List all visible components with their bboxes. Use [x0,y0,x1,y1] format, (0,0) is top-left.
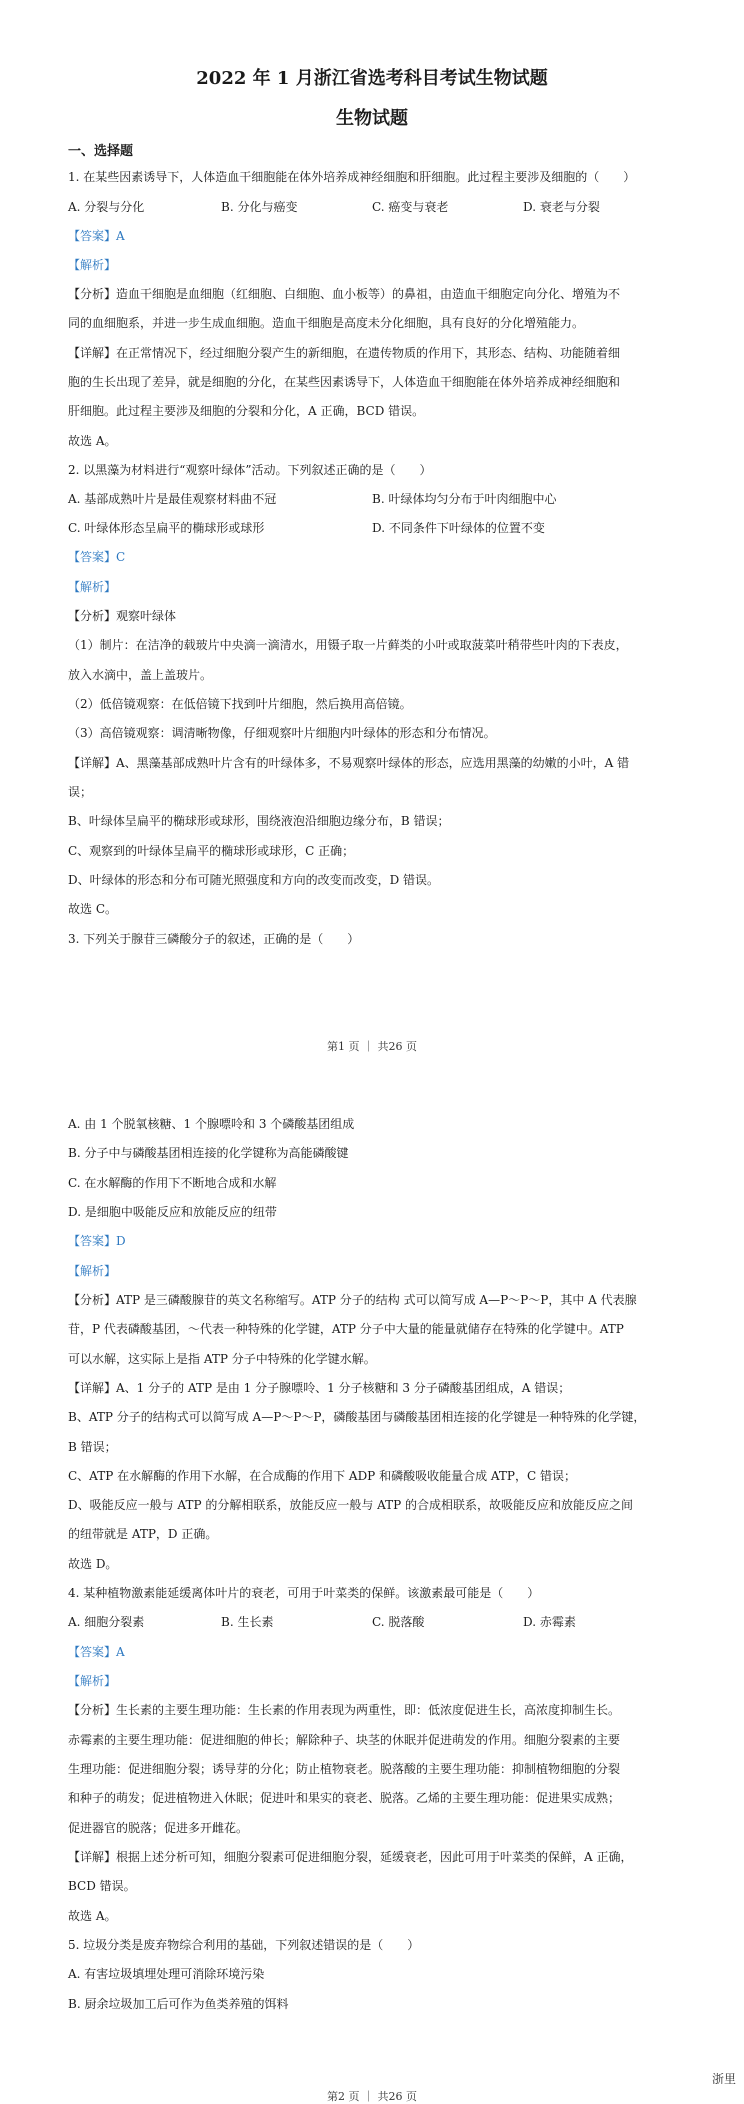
q2-step-line: （1）制片：在洁净的载玻片中央滴一滴清水，用镊子取一片藓类的小叶或取菠菜叶稍带些叶肉的下表皮， [68,638,628,652]
q2-xiangjie-line: C、观察到的叶绿体呈扁平的椭球形或球形，C 正确； [68,844,355,858]
q3-choose: 故选 D。 [68,1557,118,1571]
q2-choose: 故选 C。 [68,902,117,916]
q3-xiangjie-line: 【详解】A、1 分子的 ATP 是由 1 分子腺嘌呤、1 分子核糖和 3 分子磷酸基团组成，A 错误； [68,1381,571,1395]
q3-analysis-label: 【解析】 [68,1264,117,1278]
q3-xiangjie-line: B、ATP 分子的结构式可以简写成 A—P～P～P，磷酸基团与磷酸基团相连接的化学键是一种特殊的化学键， [68,1410,646,1424]
q3-option-c: C. 在水解酶的作用下不断地合成和水解 [68,1176,277,1190]
q4-fenxi-line: 赤霉素的主要生理功能：促进细胞的伸长；解除种子、块茎的休眠并促进萌发的作用。细胞分裂素的主要 [68,1733,621,1747]
q1-xiangjie-line: 【详解】在正常情况下，经过细胞分裂产生的新细胞，在遗传物质的作用下，其形态、结构、功能随着细 [68,346,621,360]
q3-xiangjie-line: B 错误； [68,1440,117,1454]
page-subtitle: 生物试题 [336,108,408,129]
q4-analysis-label: 【解析】 [68,1674,117,1688]
q3-answer: 【答案】D [68,1234,126,1248]
q3-fenxi-line: 苷，P 代表磷酸基团，～代表一种特殊的化学键，ATP 分子中大量的能量就储存在特殊的化学键中。ATP [68,1322,624,1336]
q2-fenxi: 【分析】观察叶绿体 [68,609,177,623]
q2-xiangjie-line: 【详解】A、黑藻基部成熟叶片含有的叶绿体多，不易观察叶绿体的形态，应选用黑藻的幼嫩的小叶，A 错 [68,756,630,770]
q3-xiangjie-line: D、吸能反应一般与 ATP 的分解相联系，放能反应一般与 ATP 的合成相联系，故吸能反应和放能反应之间 [68,1498,634,1512]
q4-fenxi-line: 和种子的萌发；促进植物进入休眠；促进叶和果实的衰老、脱落。乙烯的主要生理功能：促进果实成熟； [68,1791,621,1805]
section-heading: 一、选择题 [68,144,134,159]
q3-fenxi-line: 可以水解，这实际上是指 ATP 分子中特殊的化学键水解。 [68,1352,376,1366]
q4-fenxi-line: 促进器官的脱落；促进多开雌花。 [68,1821,249,1835]
page-title: 2022 年 1 月浙江省选考科目考试生物试题 [196,68,548,89]
q2-step-line: （2）低倍镜观察：在低倍镜下找到叶片细胞，然后换用高倍镜。 [68,697,412,711]
question-3-stem: 3. 下列关于腺苷三磷酸分子的叙述，正确的是（ ） [68,932,360,946]
q5-option-b: B. 厨余垃圾加工后可作为鱼类养殖的饵料 [68,1997,289,2011]
q4-option-d: D. 赤霉素 [523,1615,576,1629]
q1-option-c: C. 癌变与衰老 [372,200,449,214]
q5-option-a: A. 有害垃圾填埋处理可消除环境污染 [68,1967,265,1981]
q2-step-line: 放入水滴中，盖上盖玻片。 [68,668,213,682]
q2-xiangjie-line: D、叶绿体的形态和分布可随光照强度和方向的改变而改变，D 错误。 [68,873,440,887]
q2-option-b: B. 叶绿体均匀分布于叶肉细胞中心 [372,492,557,506]
q4-fenxi-line: 生理功能：促进细胞分裂；诱导芽的分化；防止植物衰老。脱落酸的主要生理功能：抑制植物细胞的分裂 [68,1762,621,1776]
corner-watermark-text: 浙里 [711,2072,736,2086]
q1-option-b: B. 分化与癌变 [221,200,298,214]
q2-option-d: D. 不同条件下叶绿体的位置不变 [372,521,545,535]
q1-xiangjie-line: 肝细胞。此过程主要涉及细胞的分裂和分化，A 正确，BCD 错误。 [68,404,425,418]
q4-option-a: A. 细胞分裂素 [68,1615,145,1629]
q3-fenxi-line: 【分析】ATP 是三磷酸腺苷的英文名称缩写。ATP 分子的结构 式可以简写成 A—P～P～P，其中 A 代表腺 [68,1293,637,1307]
q1-fenxi-line: 【分析】造血干细胞是血细胞（红细胞、白细胞、血小板等）的鼻祖，由造血干细胞定向分化、增殖为不 [68,287,621,301]
q3-xiangjie-line: 的纽带就是 ATP，D 正确。 [68,1527,218,1541]
q1-option-a: A. 分裂与分化 [68,200,145,214]
question-2-stem: 2. 以黑藻为材料进行“观察叶绿体”活动。下列叙述正确的是（ ） [68,463,432,477]
q1-analysis-label: 【解析】 [68,258,117,272]
q3-option-a: A. 由 1 个脱氧核糖、1 个腺嘌呤和 3 个磷酸基团组成 [68,1117,355,1131]
q4-option-b: B. 生长素 [221,1615,274,1629]
q1-xiangjie-line: 胞的生长出现了差异，就是细胞的分化，在某些因素诱导下，人体造血干细胞能在体外培养成神经细胞和 [68,375,621,389]
q4-xiangjie-line: BCD 错误。 [68,1879,136,1893]
q4-choose: 故选 A。 [68,1909,117,1923]
q1-choose: 故选 A。 [68,434,117,448]
q1-answer: 【答案】A [68,229,125,243]
page-footer: 第2 页 ｜ 共26 页 [327,2090,417,2103]
q2-answer: 【答案】C [68,550,126,564]
q4-xiangjie-line: 【详解】根据上述分析可知，细胞分裂素可促进细胞分裂，延缓衰老，因此可用于叶菜类的保鲜，A 正确， [68,1850,633,1864]
q1-option-d: D. 衰老与分裂 [523,200,600,214]
q2-option-a: A. 基部成熟叶片是最佳观察材料曲不冠 [68,492,277,506]
q2-step-line: （3）高倍镜观察：调清晰物像，仔细观察叶片细胞内叶绿体的形态和分布情况。 [68,726,496,740]
q1-fenxi-line: 同的血细胞系，并进一步生成血细胞。造血干细胞是高度未分化细胞，具有良好的分化增殖能力。 [68,316,585,330]
q3-option-d: D. 是细胞中吸能反应和放能反应的纽带 [68,1205,277,1219]
q2-xiangjie-line: 误； [68,785,93,799]
question-4-stem: 4. 某种植物激素能延缓离体叶片的衰老，可用于叶菜类的保鲜。该激素最可能是（ ） [68,1586,540,1600]
q4-option-c: C. 脱落酸 [372,1615,425,1629]
q3-xiangjie-line: C、ATP 在水解酶的作用下水解，在合成酶的作用下 ADP 和磷酸吸收能量合成 ATP，C 错误； [68,1469,576,1483]
question-5-stem: 5. 垃圾分类是废弃物综合利用的基础，下列叙述错误的是（ ） [68,1938,420,1952]
q3-option-b: B. 分子中与磷酸基团相连接的化学键称为高能磷酸键 [68,1146,349,1160]
q4-answer: 【答案】A [68,1645,125,1659]
question-1-stem: 1. 在某些因素诱导下，人体造血干细胞能在体外培养成神经细胞和肝细胞。此过程主要涉及细胞的（ ） [68,170,636,184]
page-footer: 第1 页 ｜ 共26 页 [327,1040,417,1053]
q2-option-c: C. 叶绿体形态呈扁平的椭球形或球形 [68,521,265,535]
q2-analysis-label: 【解析】 [68,580,117,594]
q4-fenxi-line: 【分析】生长素的主要生理功能：生长素的作用表现为两重性，即：低浓度促进生长，高浓度抑制生长。 [68,1703,621,1717]
q2-xiangjie-line: B、叶绿体呈扁平的椭球形或球形，围绕液泡沿细胞边缘分布，B 错误； [68,814,450,828]
